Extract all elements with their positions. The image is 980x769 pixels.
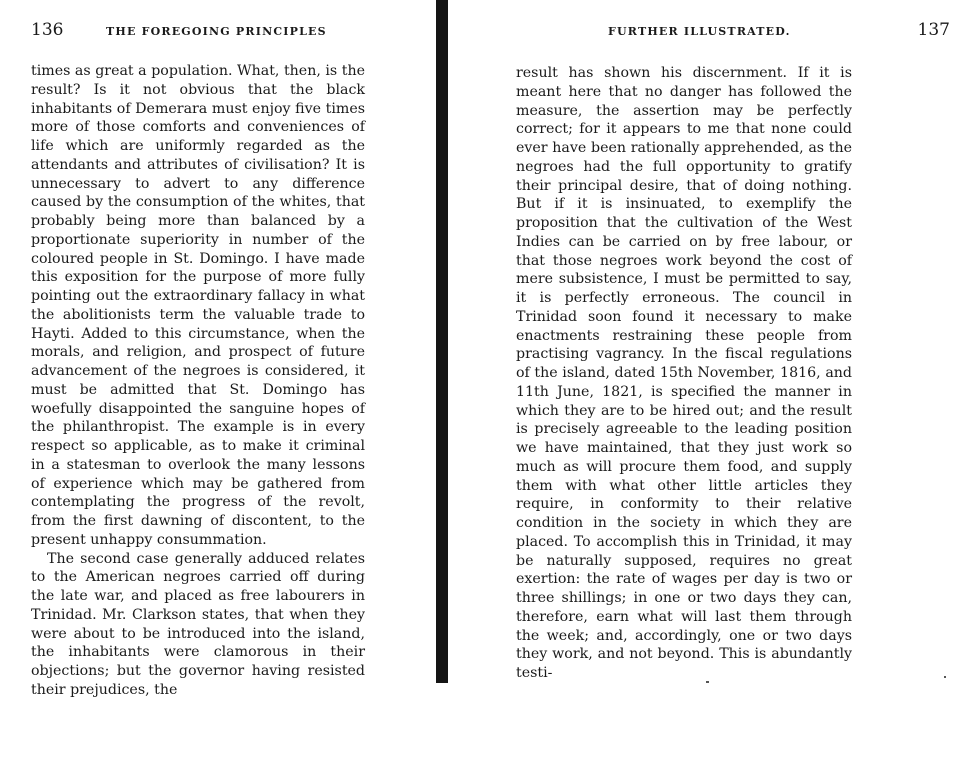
right-page-number: 137 [917, 20, 950, 40]
right-page [448, 0, 980, 769]
left-page-body [31, 62, 365, 700]
left-page [0, 0, 434, 769]
scan-speck [944, 676, 946, 678]
left-page-header [31, 20, 365, 42]
left-paragraph-2: The second case generally adduced relates to the American negroes carried off during the late war, and placed as free labourers in Trinidad. Mr. Clarkson states, that when they were about to be introduced into the island, the inhabitants were clamorous in their objections; but the governor having resisted their prejudices, the [31, 550, 365, 698]
right-page-header [608, 20, 950, 42]
right-paragraph-1: result has shown his discernment. If it is meant here that no danger has followed the measure, the assertion may be perfectly correct; for it appears to me that none could ever have been rationally apprehended, as the negroes had the full opportunity to gratify their principal desire, that of doing nothing. But if it is insinuated, to exemplify the proposition that the cultivation of the West Indies can be carried on by free labour, or that those negroes work beyond the cost of mere subsistence, I must be permitted to say, it is perfectly erroneous. The council in Trinidad soon found it necessary to make enactments restraining these people from practising vagrancy. In the fiscal regulations of the island, dated 15th November, 1816, and 11th June, 1821, is specified the manner in which they are to be hired out; and the result is precisely agreeable to the leading position we have maintained, that they just work so much as will procure them food, and supply them with what other little articles they require, in conformity to their relative condition in the society in which they are placed. To accomplish this in Trinidad, it may be naturally supposed, requires no great exertion: the rate of wages per day is two or three shillings; in one or two days they can, therefore, earn what will last them through the week; and, accordingly, one or two days they work, and not beyond. This is abundantly testi- [516, 65, 852, 681]
right-running-title: FURTHER ILLUSTRATED. [608, 25, 791, 38]
scan-speck [706, 681, 709, 683]
book-spine-gutter [436, 0, 448, 683]
left-page-number: 136 [31, 20, 64, 40]
left-running-title: THE FOREGOING PRINCIPLES [106, 25, 327, 38]
left-paragraph-1: times as great a population. What, then, is the result? Is it not obvious that the black inhabitants of Demerara must enjoy five times more of those comforts and conveniences of life which are uniformly regarded as the attendants and attributes of civilisation? It is unnecessary to advert to any difference caused by the consumption of the whites, that probably being more than balanced by a proportionate superiority in number of the coloured people in St. Domingo. I have made this exposition for the purpose of more fully pointing out the extraordinary fallacy in what the abolitionists term the valuable trade to Hayti. Added to this circumstance, when the morals, and religion, and prospect of future advancement of the negroes is considered, it must be admitted that St. Domingo has woefully disappointed the sanguine hopes of the philanthropist. The example is in every respect so applicable, as to make it criminal in a statesman to overlook the many lessons of experience which may be gathered from contemplating the progress of the revolt, from the first dawning of discontent, to the present unhappy consummation. [31, 63, 365, 548]
right-page-body [516, 64, 852, 683]
